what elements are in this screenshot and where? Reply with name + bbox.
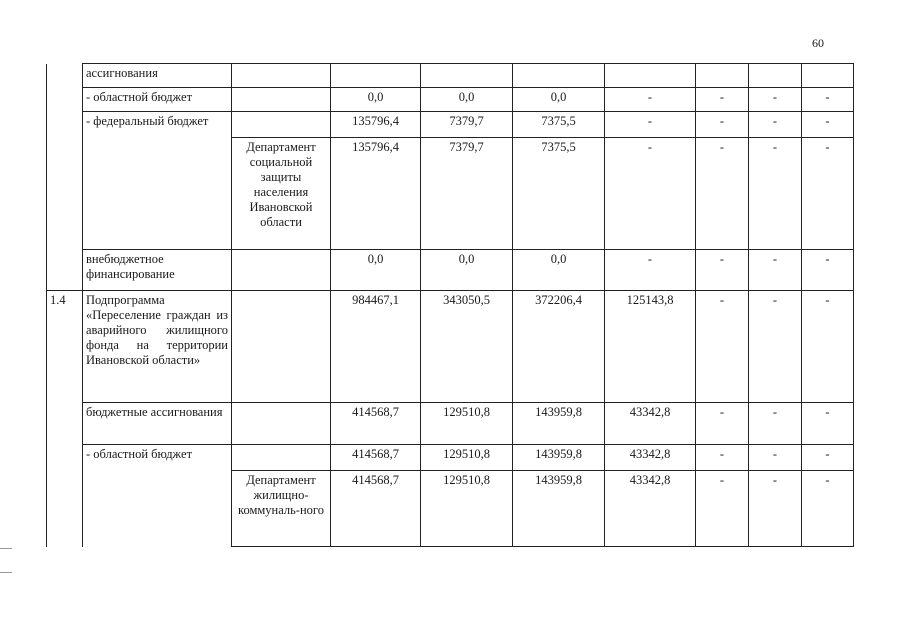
- value-cell: -: [802, 471, 854, 547]
- value-cell: -: [605, 88, 696, 112]
- value-cell: -: [696, 471, 749, 547]
- table-row: [47, 291, 854, 403]
- value-cell: -: [696, 445, 749, 471]
- value-cell: -: [749, 250, 802, 291]
- value-cell: 0,0: [513, 88, 605, 112]
- value-cell: 135796,4: [331, 112, 421, 138]
- budget-table: [46, 63, 854, 547]
- value-cell: -: [802, 88, 854, 112]
- value-cell: 7375,5: [513, 112, 605, 138]
- value-cell: -: [802, 112, 854, 138]
- value-cell: 0,0: [421, 250, 513, 291]
- value-cell: 343050,5: [421, 291, 513, 403]
- row-index: [47, 64, 83, 291]
- value-cell: [802, 64, 854, 88]
- value-cell: -: [749, 112, 802, 138]
- scan-edge-mark: [0, 548, 12, 549]
- value-cell: 0,0: [421, 88, 513, 112]
- value-cell: -: [696, 403, 749, 445]
- value-cell: -: [749, 88, 802, 112]
- row-department: Департамент жилищно-коммуналь-ного: [232, 471, 331, 547]
- value-cell: [513, 64, 605, 88]
- value-cell: -: [802, 403, 854, 445]
- value-cell: 129510,8: [421, 445, 513, 471]
- value-cell: [331, 64, 421, 88]
- value-cell: -: [696, 250, 749, 291]
- value-cell: -: [696, 88, 749, 112]
- value-cell: [421, 64, 513, 88]
- row-name: бюджетные ассигнования: [83, 403, 232, 445]
- value-cell: -: [802, 291, 854, 403]
- row-department: [232, 112, 331, 138]
- row-name: внебюджетное финансирование: [83, 250, 232, 291]
- table-row: [47, 112, 854, 138]
- value-cell: -: [605, 112, 696, 138]
- value-cell: 0,0: [331, 88, 421, 112]
- value-cell: -: [802, 138, 854, 250]
- value-cell: 125143,8: [605, 291, 696, 403]
- value-cell: 143959,8: [513, 403, 605, 445]
- value-cell: 414568,7: [331, 403, 421, 445]
- row-name: - областной бюджет: [83, 445, 232, 547]
- table-row: [47, 403, 854, 445]
- row-department: [232, 88, 331, 112]
- value-cell: -: [696, 138, 749, 250]
- row-name: ассигнования: [83, 64, 232, 88]
- row-department: [232, 403, 331, 445]
- row-department: [232, 445, 331, 471]
- value-cell: -: [749, 403, 802, 445]
- value-cell: 984467,1: [331, 291, 421, 403]
- value-cell: 43342,8: [605, 471, 696, 547]
- value-cell: -: [605, 138, 696, 250]
- value-cell: 0,0: [331, 250, 421, 291]
- value-cell: -: [749, 471, 802, 547]
- value-cell: 129510,8: [421, 403, 513, 445]
- page-number: 60: [812, 36, 824, 50]
- value-cell: 414568,7: [331, 445, 421, 471]
- value-cell: [696, 64, 749, 88]
- value-cell: -: [605, 250, 696, 291]
- value-cell: 414568,7: [331, 471, 421, 547]
- value-cell: 129510,8: [421, 471, 513, 547]
- value-cell: 372206,4: [513, 291, 605, 403]
- value-cell: -: [696, 291, 749, 403]
- value-cell: 43342,8: [605, 445, 696, 471]
- table-row: [47, 88, 854, 112]
- value-cell: [749, 64, 802, 88]
- table-row: [47, 64, 854, 88]
- row-department: [232, 291, 331, 403]
- value-cell: -: [749, 138, 802, 250]
- value-cell: 143959,8: [513, 445, 605, 471]
- row-name: - областной бюджет: [83, 88, 232, 112]
- row-name: Подпрограмма «Переселение граждан из аварийного жилищного фонда на территории Ивановской области»: [83, 291, 232, 403]
- value-cell: 135796,4: [331, 138, 421, 250]
- value-cell: 43342,8: [605, 403, 696, 445]
- value-cell: 0,0: [513, 250, 605, 291]
- value-cell: -: [696, 112, 749, 138]
- value-cell: -: [802, 250, 854, 291]
- value-cell: 143959,8: [513, 471, 605, 547]
- table-row: [47, 445, 854, 471]
- table-row: [47, 250, 854, 291]
- value-cell: 7379,7: [421, 112, 513, 138]
- value-cell: -: [749, 291, 802, 403]
- value-cell: -: [802, 445, 854, 471]
- value-cell: 7379,7: [421, 138, 513, 250]
- row-name: - федеральный бюджет: [83, 112, 232, 250]
- value-cell: 7375,5: [513, 138, 605, 250]
- scan-edge-mark: [0, 572, 12, 573]
- row-department: [232, 250, 331, 291]
- value-cell: [605, 64, 696, 88]
- row-department: [232, 64, 331, 88]
- row-index: 1.4: [47, 291, 83, 547]
- value-cell: -: [749, 445, 802, 471]
- row-department: Департамент социальной защиты населения Ивановской области: [232, 138, 331, 250]
